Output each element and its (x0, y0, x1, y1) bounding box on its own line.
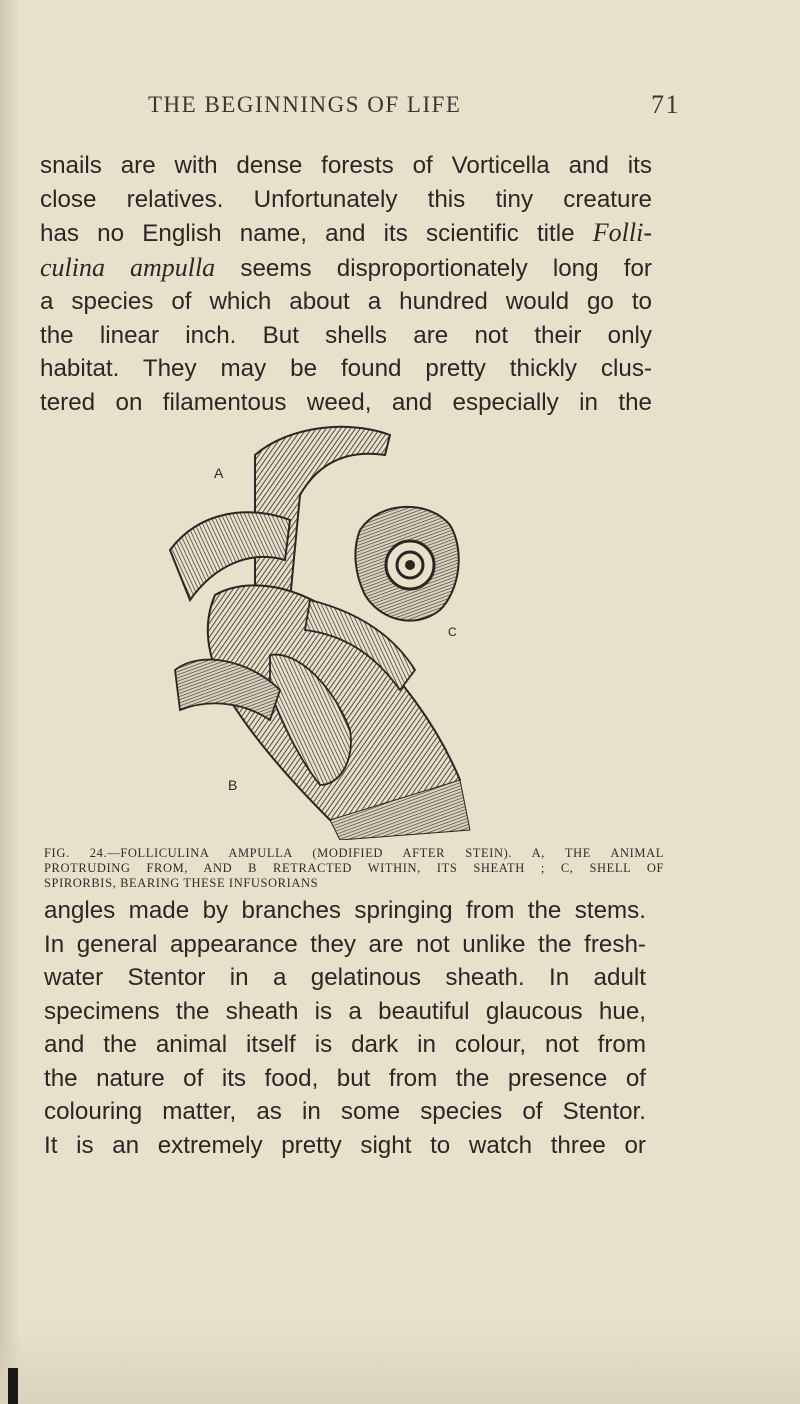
text-line: water Stentor in a gelatinous sheath. In adult (44, 964, 646, 991)
folliculina-engraving (160, 400, 520, 840)
text-line (40, 216, 652, 251)
paragraph-bottom (44, 894, 646, 1162)
figure-label-a: A (214, 465, 224, 481)
page-number: 71 (651, 90, 680, 119)
text-span: has no English name, and its scientific title (40, 220, 593, 247)
running-head-title: THE BEGINNINGS OF LIFE (148, 92, 462, 117)
text-line: and the animal itself is dark in colour, not from (44, 1031, 646, 1058)
binding-mark (8, 1368, 18, 1404)
text-line: In general appearance they are not unlike the fresh- (44, 930, 646, 958)
figure-label-c: C (448, 625, 457, 639)
text-line: It is an extremely pretty sight to watch three or (44, 1131, 646, 1159)
italic-term: culina ampulla (40, 252, 216, 282)
text-line: snails are with dense forests of Vorticella and its (40, 152, 652, 179)
text-line: tered on filamentous weed, and especially in the (40, 388, 652, 416)
page-bottom-edge (0, 1324, 800, 1404)
figure-caption (44, 846, 664, 891)
figure-label-b: B (228, 777, 238, 793)
text-line: the linear inch. But shells are not their only (40, 321, 652, 349)
text-line: close relatives. Unfortunately this tiny creature (40, 185, 652, 213)
caption-line: FIG. 24.—FOLLICULINA AMPULLA (MODIFIED AFTER STEIN). A, THE ANIMAL (44, 846, 664, 860)
figure-illustration (160, 400, 520, 840)
caption-line: PROTRUDING FROM, AND B RETRACTED WITHIN, ITS SHEATH ; C, SHELL OF (44, 861, 664, 875)
text-line: habitat. They may be found pretty thickly clus- (40, 355, 652, 382)
text-line: a species of which about a hundred would go to (40, 288, 652, 315)
text-span: seems disproportionately long for (215, 254, 652, 282)
text-line: specimens the sheath is a beautiful glaucous hue, (44, 997, 646, 1025)
text-line: colouring matter, as in some species of Stentor. (44, 1098, 646, 1125)
text-line: angles made by branches springing from the stems. (44, 897, 646, 924)
page-gutter-shadow (0, 0, 18, 1404)
running-head (100, 92, 680, 128)
italic-term: Folli- (592, 218, 652, 247)
text-line (40, 251, 652, 286)
paragraph-top (40, 149, 652, 419)
text-line: the nature of its food, but from the presence of (44, 1064, 646, 1092)
caption-line: SPIRORBIS, BEARING THESE INFUSORIANS (44, 876, 319, 890)
